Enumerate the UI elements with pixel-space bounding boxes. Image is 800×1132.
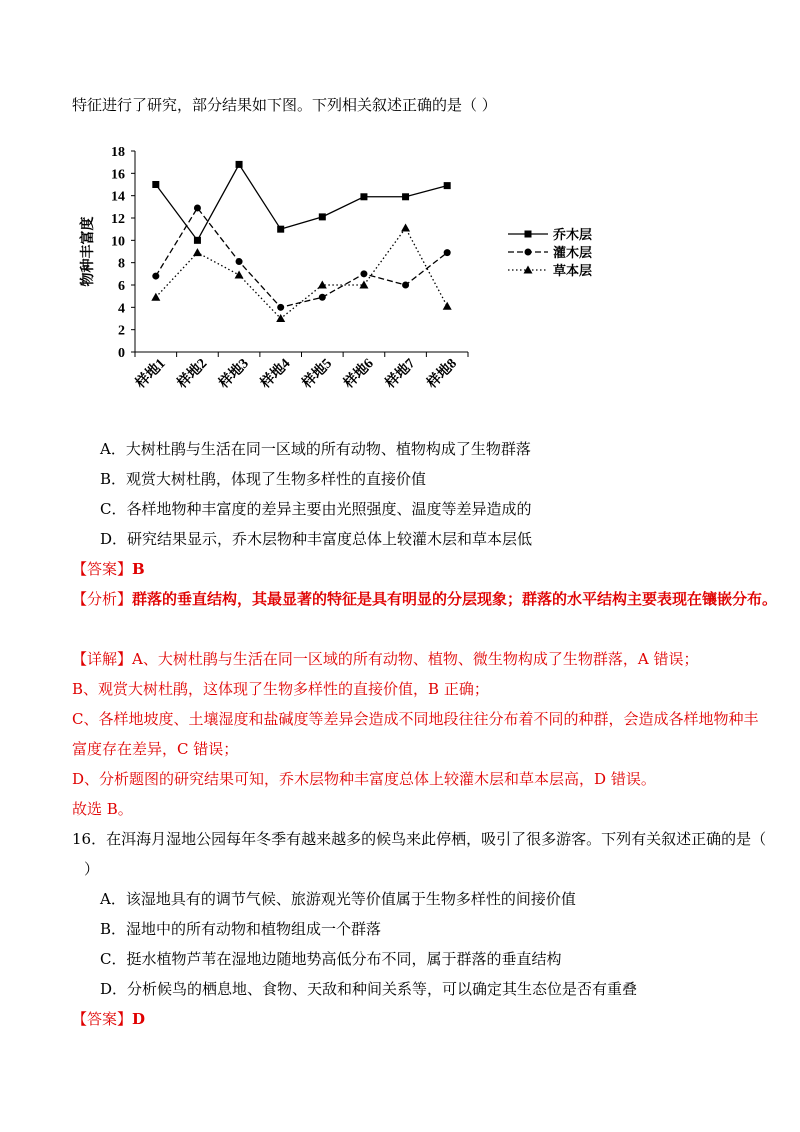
q16-answer-value: D bbox=[132, 1010, 146, 1028]
question-intro: 特征进行了研究，部分结果如下图。下列相关叙述正确的是（ ） bbox=[72, 96, 497, 114]
circle-marker bbox=[319, 294, 326, 301]
legend-label: 灌木层 bbox=[553, 245, 593, 260]
q16-stem-line2: ） bbox=[84, 860, 100, 878]
q15-option-d: D．研究结果显示，乔木层物种丰富度总体上较灌木层和草本层低 bbox=[100, 530, 533, 548]
y-tick-label: 6 bbox=[118, 279, 125, 294]
q15-option-a: A．大树杜鹃与生活在同一区域的所有动物、植物构成了生物群落 bbox=[100, 440, 531, 458]
circle-marker bbox=[525, 249, 532, 256]
x-tick-label: 样地3 bbox=[216, 356, 252, 392]
q16-stem-line1: 16．在洱海月湿地公园每年冬季有越来越多的候鸟来此停栖，吸引了很多游客。下列有关叙述正确的是（ bbox=[72, 830, 767, 848]
answer-label: 【答案】 bbox=[72, 560, 133, 578]
q15-detail-line5: D、分析题图的研究结果可知，乔木层物种丰富度总体上较灌木层和草本层高，D 错误。 bbox=[72, 770, 656, 788]
triangle-marker bbox=[193, 248, 202, 256]
square-marker bbox=[194, 237, 201, 244]
y-axis-label: 物种丰富度 bbox=[81, 216, 96, 287]
x-tick-label: 样地7 bbox=[383, 356, 419, 392]
triangle-marker bbox=[235, 270, 244, 278]
q15-analysis bbox=[72, 589, 777, 609]
circle-marker bbox=[194, 204, 201, 211]
q16-option-b: B．湿地中的所有动物和植物组成一个群落 bbox=[100, 920, 382, 938]
circle-marker bbox=[444, 249, 451, 256]
circle-marker bbox=[402, 282, 409, 289]
x-tick-label: 样地1 bbox=[133, 356, 169, 392]
square-marker bbox=[319, 213, 326, 220]
detail-label: 【详解】 bbox=[72, 650, 133, 668]
square-marker bbox=[277, 226, 284, 233]
y-tick-label: 14 bbox=[111, 189, 125, 205]
square-marker bbox=[360, 193, 367, 200]
square-marker bbox=[444, 182, 451, 189]
legend-label: 草本层 bbox=[553, 263, 593, 278]
q16-option-c: C．挺水植物芦苇在湿地边随地势高低分布不同，属于群落的垂直结构 bbox=[100, 950, 562, 968]
answer-value: B bbox=[132, 560, 145, 578]
x-axis-ticks bbox=[131, 352, 468, 392]
q15-detail-line2: B、观赏大树杜鹃，这体现了生物多样性的直接价值，B 正确； bbox=[72, 680, 489, 698]
species-richness-chart bbox=[70, 138, 610, 410]
chart-legend bbox=[508, 227, 592, 278]
q15-detail-line1 bbox=[72, 649, 698, 669]
y-tick-label: 2 bbox=[118, 323, 125, 339]
q16-answer bbox=[72, 1009, 145, 1029]
chart-series bbox=[151, 161, 451, 322]
chart-axes bbox=[79, 151, 468, 352]
series-circle bbox=[152, 204, 450, 310]
y-tick-label: 0 bbox=[118, 346, 125, 361]
q15-detail-line3: C、各样地坡度、土壤湿度和盐碱度等差异会造成不同地段往往分布着不同的种群，会造成各样地物种丰 bbox=[72, 710, 759, 728]
triangle-marker bbox=[443, 302, 452, 310]
square-marker bbox=[525, 231, 532, 238]
q16-answer-label: 【答案】 bbox=[72, 1010, 133, 1028]
y-tick-label: 16 bbox=[111, 167, 125, 183]
square-marker bbox=[236, 161, 243, 168]
square-marker bbox=[152, 181, 159, 188]
triangle-marker bbox=[401, 224, 410, 232]
x-tick-label: 样地5 bbox=[299, 356, 336, 392]
x-tick-label: 样地4 bbox=[258, 356, 294, 392]
analysis-label: 【分析】 bbox=[72, 590, 133, 608]
legend-label: 乔木层 bbox=[553, 227, 593, 242]
y-tick-label: 8 bbox=[118, 256, 125, 272]
analysis-text: 群落的垂直结构，其最显著的特征是具有明显的分层现象；群落的水平结构主要表现在镶嵌分布。 bbox=[132, 590, 778, 608]
circle-marker bbox=[360, 270, 367, 277]
q16-option-a: A．该湿地具有的调节气候、旅游观光等价值属于生物多样性的间接价值 bbox=[100, 890, 576, 908]
q15-option-c: C．各样地物种丰富度的差异主要由光照强度、温度等差异造成的 bbox=[100, 500, 532, 518]
x-tick-label: 样地6 bbox=[341, 356, 377, 392]
detail-text-1: A、大树杜鹃与生活在同一区域的所有动物、植物、微生物构成了生物群落，A 错误； bbox=[132, 650, 699, 668]
y-tick-label: 10 bbox=[111, 234, 125, 250]
q15-answer bbox=[72, 559, 145, 579]
x-tick-label: 样地8 bbox=[424, 356, 461, 392]
circle-marker bbox=[277, 304, 284, 311]
y-axis-ticks bbox=[111, 145, 135, 361]
circle-marker bbox=[236, 258, 243, 265]
q16-option-d: D．分析候鸟的栖息地、食物、天敌和种间关系等，可以确定其生态位是否有重叠 bbox=[100, 980, 638, 998]
q15-detail-line6: 故选 B。 bbox=[72, 800, 133, 818]
y-tick-label: 4 bbox=[118, 301, 125, 317]
y-tick-label: 18 bbox=[111, 145, 125, 160]
circle-marker bbox=[152, 273, 159, 280]
y-tick-label: 12 bbox=[111, 212, 125, 227]
square-marker bbox=[402, 193, 409, 200]
q15-detail-line4: 富度存在差异，C 错误； bbox=[72, 740, 239, 758]
x-tick-label: 样地2 bbox=[174, 356, 211, 392]
q15-option-b: B．观赏大树杜鹃，体现了生物多样性的直接价值 bbox=[100, 470, 427, 488]
